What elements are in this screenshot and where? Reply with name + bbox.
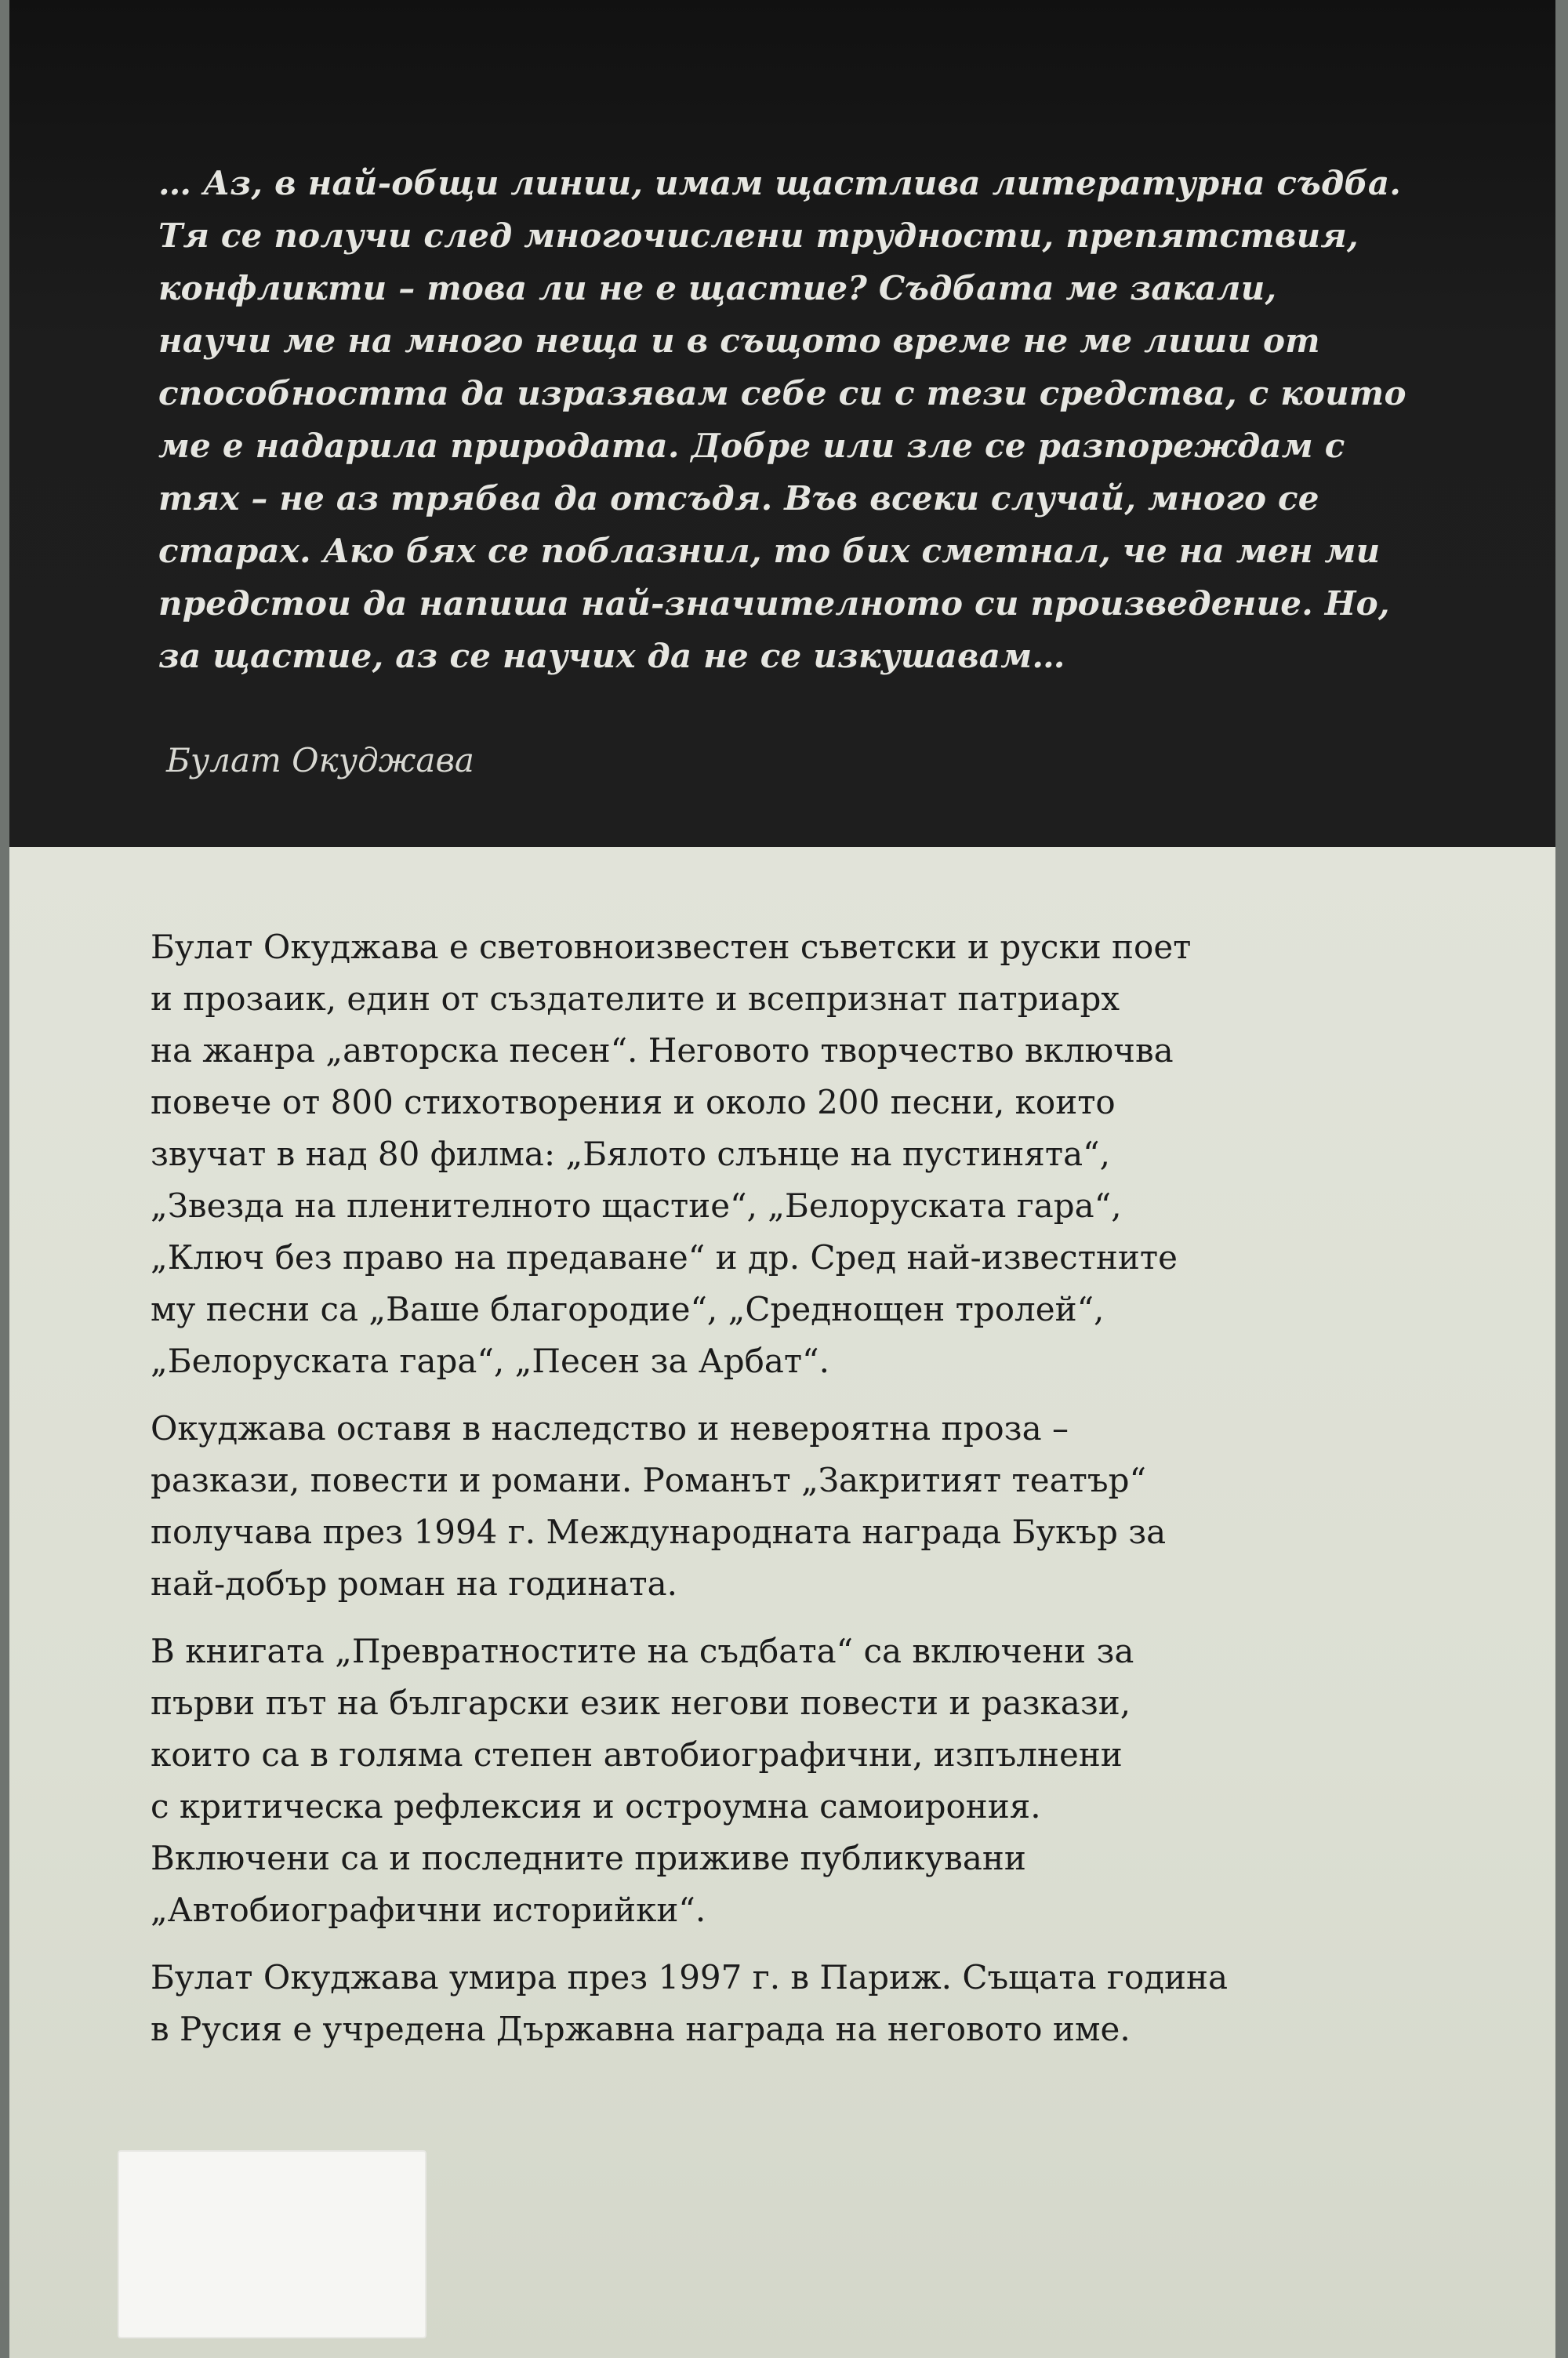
- description-line: на жанра „авторска песен“. Неговото творчество включва: [151, 1031, 1174, 1070]
- description-line: получава през 1994 г. Международната награда Букър за: [151, 1513, 1167, 1551]
- quote-line: ме е надарила природата. Добре или зле се разпореждам с: [158, 427, 1345, 465]
- quote-line: старах. Ако бях се поблазнил, то бих сметнал, че на мен ми: [158, 532, 1381, 570]
- description-line: първи път на български език негови повести и разкази,: [151, 1684, 1131, 1722]
- quote-panel: [9, 0, 1555, 847]
- quote-line: научи ме на много неща и в същото време не ме лиши от: [158, 322, 1320, 360]
- description-paragraph: [151, 1952, 1468, 2055]
- author-quote: [158, 157, 1428, 682]
- description-line: „Автобиографични историйки“.: [151, 1891, 706, 1929]
- description-line: „Звезда на пленителното щастие“, „Белоруската гара“,: [151, 1186, 1122, 1225]
- quote-line: за щастие, аз се научих да не се изкушавам…: [158, 637, 1065, 675]
- description-line: разкази, повести и романи. Романът „Закритият театър“: [151, 1461, 1146, 1499]
- description-line: в Русия е учредена Държавна награда на неговото име.: [151, 2010, 1131, 2048]
- quote-line: тях – не аз трябва да отсъдя. Във всеки случай, много се: [158, 479, 1319, 518]
- description-line: му песни са „Ваше благородие“, „Среднощен тролей“,: [151, 1290, 1105, 1328]
- book-description: [151, 921, 1468, 2071]
- quote-line: Тя се получи след многочислени трудности, препятствия,: [158, 216, 1359, 255]
- description-line: Окуджава оставя в наследство и невероятна проза –: [151, 1409, 1069, 1448]
- description-paragraph: [151, 921, 1468, 1387]
- description-line: най-добър роман на годината.: [151, 1564, 678, 1603]
- quote-line: способността да изразявам себе си с тези средства, с които: [158, 374, 1406, 412]
- description-paragraph: [151, 1626, 1468, 1936]
- description-line: „Ключ без право на предаване“ и др. Сред най-известните: [151, 1238, 1178, 1277]
- description-line: Включени са и последните приживе публикувани: [151, 1839, 1026, 1877]
- quote-line: предстои да напиша най-значителното си произведение. Но,: [158, 584, 1390, 623]
- quote-line: конфликти – това ли не е щастие? Съдбата ме закали,: [158, 269, 1277, 307]
- description-paragraph: [151, 1403, 1468, 1610]
- description-line: „Белоруската гара“, „Песен за Арбат“.: [151, 1342, 829, 1380]
- description-line: В книгата „Превратностите на съдбата“ са включени за: [151, 1632, 1134, 1670]
- quote-author: Булат Окуджава: [166, 741, 474, 779]
- description-line: повече от 800 стихотворения и около 200 песни, които: [151, 1083, 1116, 1121]
- description-line: Булат Окуджава умира през 1997 г. в Париж. Същата година: [151, 1958, 1229, 1996]
- description-line: които са в голяма степен автобиографични, изпълнени: [151, 1735, 1123, 1774]
- quote-line: … Аз, в най-общи линии, имам щастлива литературна съдба.: [158, 164, 1402, 202]
- description-line: и прозаик, един от създателите и всепризнат патриарх: [151, 979, 1120, 1018]
- book-back-cover: [9, 0, 1555, 2358]
- blank-label-sticker: [118, 2150, 426, 2338]
- description-line: Булат Окуджава е световноизвестен съветски и руски поет: [151, 928, 1192, 966]
- description-line: с критическа рефлексия и остроумна самоирония.: [151, 1787, 1041, 1826]
- description-line: звучат в над 80 филма: „Бялото слънце на пустинята“,: [151, 1135, 1110, 1173]
